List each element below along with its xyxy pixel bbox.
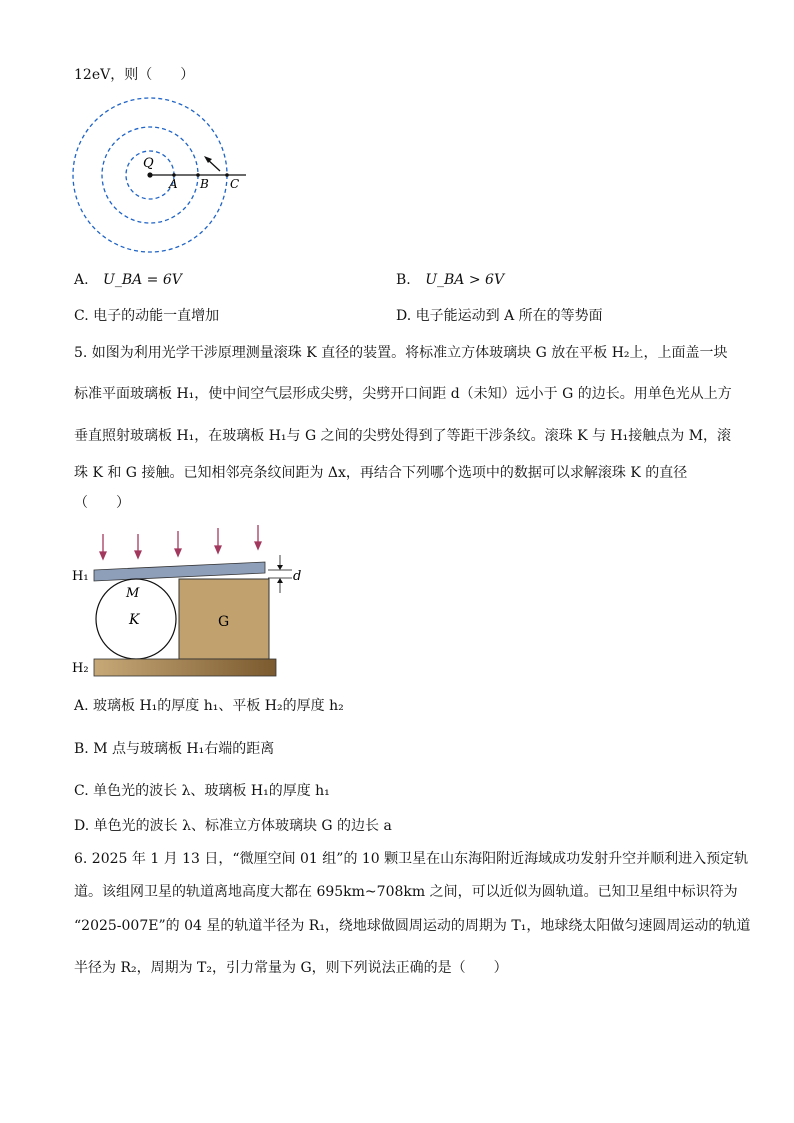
q4-label-b: B	[200, 177, 209, 191]
q4-label-c: C	[230, 177, 240, 191]
q4-option-a-formula: U_BA = 6V	[103, 272, 182, 288]
q5-label-h1: H₁	[72, 569, 89, 584]
q5-option-d[interactable]: D. 单色光的波长 λ、标准立方体玻璃块 G 的边长 a	[74, 818, 392, 834]
q6-stem-line4: 半径为 R₂，周期为 T₂，引力常量为 G，则下列说法正确的是（ ）	[74, 960, 508, 976]
q5-stem-line3: 垂直照射玻璃板 H₁，在玻璃板 H₁与 G 之间的尖劈处得到了等距干涉条纹。滚珠 K 与 H₁接触点为 M，滚	[74, 428, 732, 444]
q4-option-b-formula: U_BA > 6V	[425, 272, 505, 288]
q4-equipotential-figure	[50, 75, 250, 275]
q4-option-c[interactable]: C. 电子的动能一直增加	[74, 308, 220, 324]
q4-option-a[interactable]	[74, 271, 182, 289]
q6-stem-line2: 道。该组网卫星的轨道离地高度大都在 695km~708km 之间，可以近似为圆轨道。已知卫星组中标识符为	[74, 884, 738, 900]
q5-stem-line4: 珠 K 和 G 接触。已知相邻亮条纹间距为 Δx，再结合下列哪个选项中的数据可以求解滚珠 K 的直径	[74, 465, 688, 481]
q6-stem-line3: “2025-007E”的 04 星的轨道半径为 R₁，绕地球做圆周运动的周期为 T₁，地球绕太阳做匀速圆周运动的轨道	[74, 918, 751, 934]
q5-label-g: G	[218, 614, 230, 630]
q5-option-a[interactable]: A. 玻璃板 H₁的厚度 h₁、平板 H₂的厚度 h₂	[74, 698, 344, 714]
q5-option-b[interactable]: B. M 点与玻璃板 H₁右端的距离	[74, 741, 275, 757]
q4-label-q: Q	[143, 156, 154, 171]
q4-option-d[interactable]: D. 电子能运动到 A 所在的等势面	[396, 308, 603, 324]
q4-option-b[interactable]	[396, 271, 504, 289]
q5-stem-line5: （ ）	[74, 495, 130, 511]
q4-label-a: A	[169, 177, 178, 191]
q5-label-d: d	[293, 569, 302, 584]
q5-label-m: M	[126, 586, 140, 601]
q5-label-k: K	[129, 612, 140, 628]
q4-option-a-prefix: A.	[74, 272, 89, 288]
q4-tail-text: 12eV，则（ ）	[74, 67, 195, 83]
q5-stem-line1: 5. 如图为利用光学干涉原理测量滚珠 K 直径的装置。将标准立方体玻璃块 G 放在平板 H₂上，上面盖一块	[74, 345, 728, 361]
q5-label-h2: H₂	[72, 661, 89, 676]
q4-option-b-prefix: B.	[396, 272, 411, 288]
q5-interference-figure	[70, 522, 310, 682]
q6-stem-line1: 6. 2025 年 1 月 13 日，“微厘空间 01 组”的 10 颗卫星在山东海阳附近海域成功发射升空并顺利进入预定轨	[74, 851, 749, 867]
q5-option-c[interactable]: C. 单色光的波长 λ、玻璃板 H₁的厚度 h₁	[74, 783, 330, 799]
q5-stem-line2: 标准平面玻璃板 H₁，使中间空气层形成尖劈，尖劈开口间距 d（未知）远小于 G 的边长。用单色光从上方	[74, 386, 732, 402]
